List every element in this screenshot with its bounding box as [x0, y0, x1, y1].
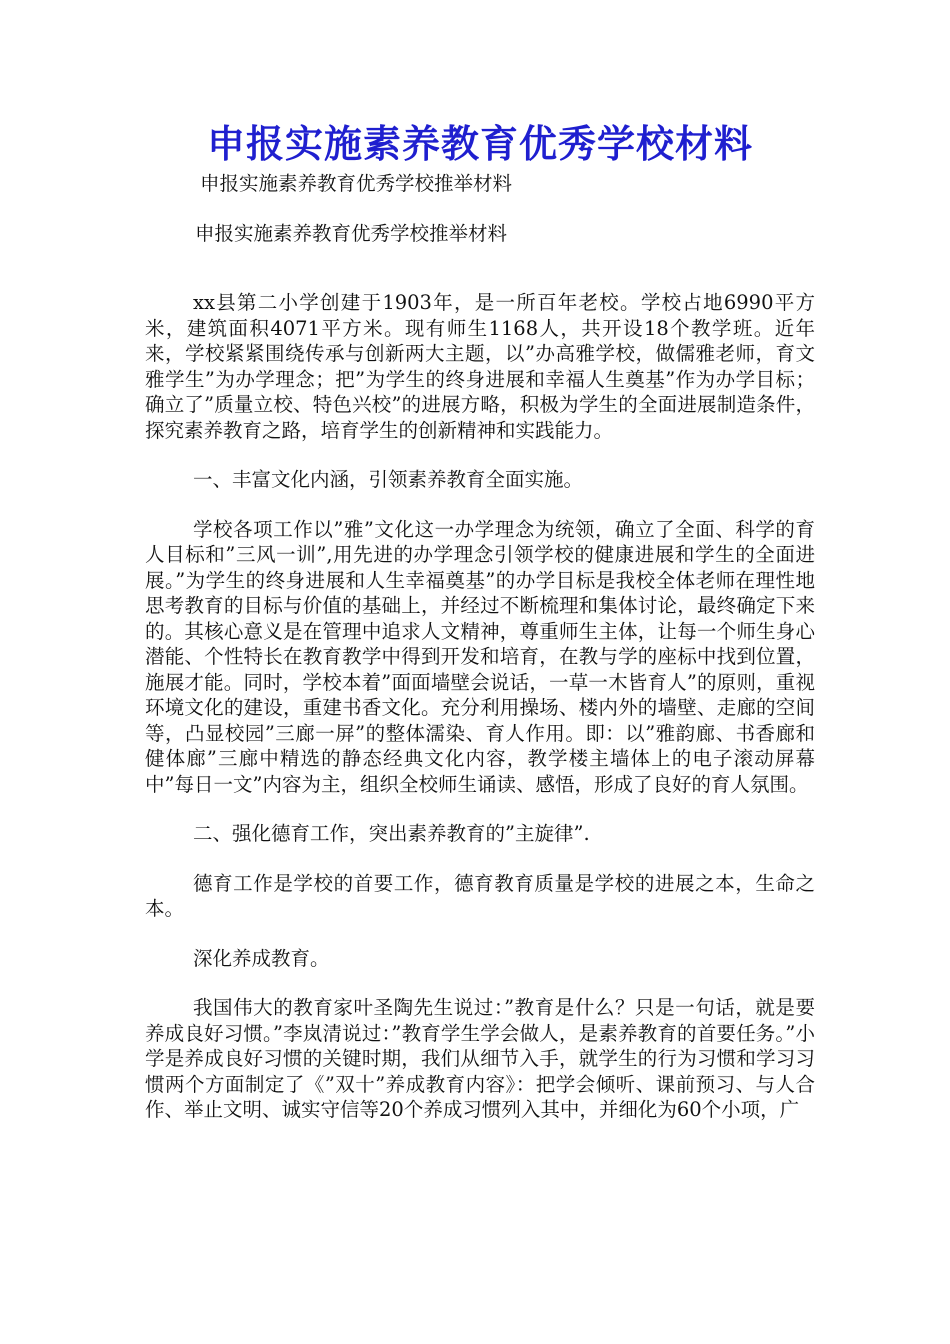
document-body — [145, 290, 815, 1123]
document-subtitle: 申报实施素养教育优秀学校推举材料 — [200, 172, 513, 195]
document-subtitle-repeat: 申报实施素养教育优秀学校推举材料 — [195, 222, 508, 245]
document-title: 申报实施素养教育优秀学校材料 — [206, 122, 753, 166]
section-heading-1: 一、丰富文化内涵，引领素养教育全面实施。 — [193, 468, 584, 491]
paragraph-intro: xx县第二小学创建于1903年，是一所百年老校。学校占地6990平方米，建筑面积4071平方米。现有师生1168人，共开设18个教学班。近年来，学校紧紧围绕传承与创新两大主题，以”办高雅学校，做儒雅老师，育文雅学生”为办学理念；把”为学生的终身进展和幸福人生奠基”作为办学目标；确立了”质量立校、特色兴校”的进展方略，积极为学生的全面进展制造条件，探究素养教育之路，培育学生的创新精神和实践能力。 — [145, 291, 815, 442]
subsection-heading: 深化养成教育。 — [193, 946, 330, 970]
paragraph-moral: 德育工作是学校的首要工作，德育教育质量是学校的进展之本，生命之本。 — [145, 871, 815, 920]
section-heading-2: 二、强化德育工作，突出素养教育的”主旋律”. — [193, 822, 590, 845]
paragraph-culture: 学校各项工作以”雅”文化这一办学理念为统领，确立了全面、科学的育人目标和”三风一训”,用先进的办学理念引领学校的健康进展和学生的全面进展。”为学生的终身进展和人生幸福奠基”的办学目标是我校全体老师在理性地思考教育的目标与价值的基础上，并经过不断梳理和集体讨论，最终确定下来的。其核心意义是在管理中追求人文精神，尊重师生主体，让每一个师生身心潜能、个性特长在教育教学中得到开发和培育，在教与学的座标中找到位置，施展才能。同时，学校本着”面面墙壁会说话，一草一木皆育人”的原则，重视环境文化的建设，重建书香文化。充分利用操场、楼内外的墙壁、走廊的空间等，凸显校园”三廊一屏”的整体濡染、育人作用。即：以”雅韵廊、书香廊和健体廊”三廊中精选的静态经典文化内容，教学楼主墙体上的电子滚动屏幕中”每日一文”内容为主，组织全校师生诵读、感悟，形成了良好的育人氛围。 — [145, 517, 815, 796]
paragraph-habits: 我国伟大的教育家叶圣陶先生说过：”教育是什么？只是一句话，就是要养成良好习惯。”李岚清说过：”教育学生学会做人，是素养教育的首要任务。”小学是养成良好习惯的关键时期，我们从细节入手，就学生的行为习惯和学习习惯两个方面制定了《”双十”养成教育内容》：把学会倾听、课前预习、与人合作、举止文明、诚实守信等20个养成习惯列入其中，并细化为60个小项，广 — [145, 996, 815, 1121]
document-page — [145, 118, 815, 1147]
